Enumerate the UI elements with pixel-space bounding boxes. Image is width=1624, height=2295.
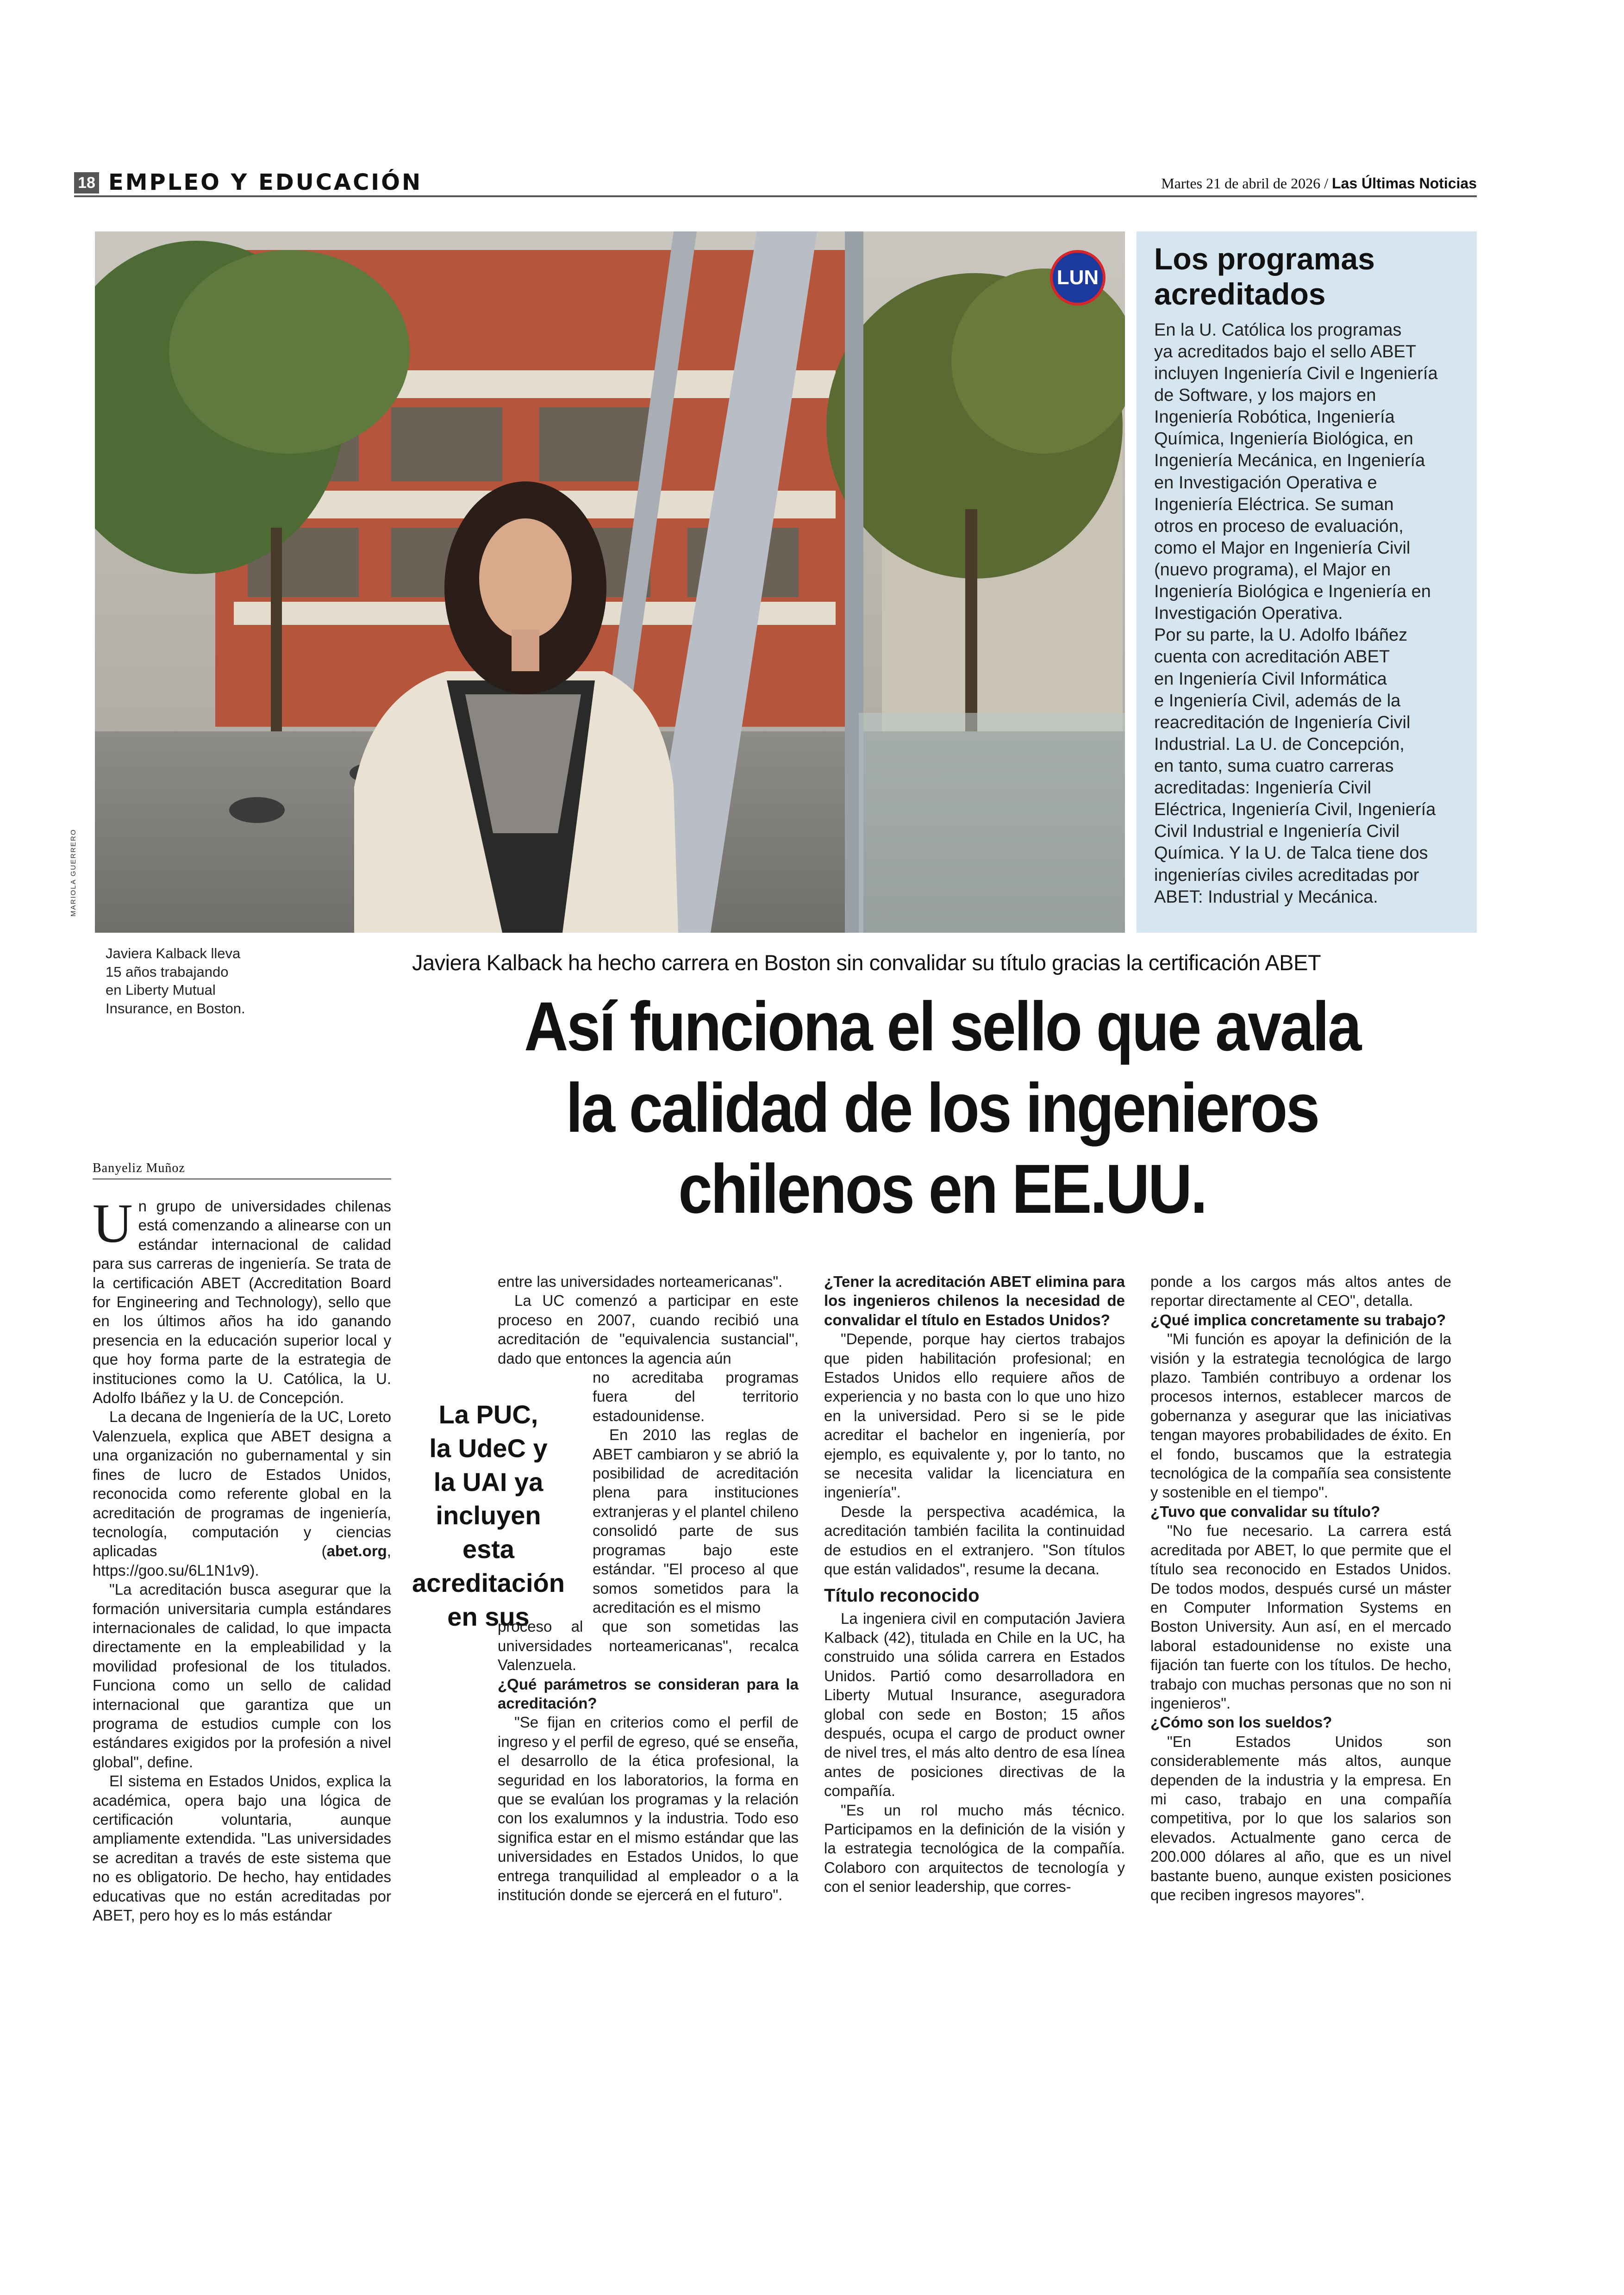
- page-header: [74, 169, 1477, 196]
- section-title: EMPLEO Y EDUCACIÓN: [108, 169, 423, 195]
- photo-credit: MARIOLA GUERRERO: [69, 829, 77, 917]
- paragraph: "Depende, porque hay ciertos trabajos que piden habilitación profesional; en Estados Unidos ello requiere años de experiencia y no basta con lo que uno hizo en la universidad. Pero si se le pide acreditar el bachelor en ingeniería, por ejemplo, es equivalente y, por lo tanto, no se necesita validar la licenciatura en ingeniería".: [824, 1330, 1125, 1501]
- headline-line-1: Así funciona el sello que avala: [524, 987, 1360, 1065]
- photo-illustration: [95, 231, 1125, 933]
- paragraph: [93, 1192, 391, 1407]
- article-headline: [472, 986, 1413, 1230]
- paragraph: Desde la perspectiva académica, la acreditación también facilita la continuidad de estudios en el extranjero. "Son títulos que están validados", resume la decana.: [824, 1503, 1125, 1578]
- issue-info: [1161, 175, 1477, 192]
- separator: /: [1324, 175, 1328, 192]
- column-1: [93, 1192, 391, 1925]
- header-rule: [74, 195, 1477, 197]
- interview-question: ¿Cómo son los sueldos?: [1150, 1714, 1332, 1731]
- pull-quote: La PUC, la UdeC y la UAI ya incluyen esta acreditación en sus: [412, 1400, 565, 1631]
- interview-question: ¿Qué parámetros se consideran para la acreditación?: [498, 1675, 799, 1712]
- photo-caption: Javiera Kalback lleva 15 años trabajando en Liberty Mutual Insurance, en Boston.: [106, 945, 245, 1017]
- interview-question: ¿Tener la acreditación ABET elimina para los ingenieros chilenos la necesidad de convalidar el título en Estados Unidos?: [824, 1273, 1125, 1328]
- interview-question: ¿Tuvo que convalidar su título?: [1150, 1503, 1380, 1520]
- subheading: Título reconocido: [824, 1585, 980, 1606]
- sidebar-text: En la U. Católica los programas ya acreditados bajo el sello ABET incluyen Ingeniería Civil e Ingeniería de Software, y los majors en Ingeniería Robótica, Ingeniería Química, Ingeniería Biológica, en Ingeniería Mecánica, en Ingeniería en Investigación Operativa e Ingeniería Eléctrica. Se suman otros en proceso de evaluación, como el Major en Ingeniería Civil (nuevo programa), el Major en Ingeniería Biológica e Ingeniería en Investigación Operativa. Por su parte, la U. Adolfo Ibáñez cuenta con acreditación ABET en Ingeniería Civil Informática e Ingeniería Civil, además de la reacreditación de Ingeniería Civil Industrial. La U. de Concepción, en tanto, suma cuatro carreras acreditadas: Ingeniería Civil Eléctrica, Ingeniería Civil, Ingeniería Civil Industrial e Ingeniería Civil Química. Y la U. de Talca tiene dos ingenierías civiles acreditadas por ABET: Industrial y Mecánica.: [1154, 320, 1438, 907]
- paragraph-text: La decana de Ingeniería de la UC, Loreto Valenzuela, explica que ABET designa a una organización no gubernamental y sin fines de lucro de Estados Unidos, reconocida como referente global en la acreditación de programas de ingeniería, tecnología, computación y ciencias aplicadas (: [93, 1408, 391, 1560]
- page-number: 18: [74, 172, 99, 193]
- paragraph: "La acreditación busca asegurar que la formación universitaria cumpla estándares internacionales de calidad, lo que impacta directamente en la empleabilidad y la movilidad profesional de los titulados. Funciona como un sello de calidad internacional que garantiza que un programa de estudios cumple con los estándares exigidos por la profesión a nivel global", define.: [93, 1581, 391, 1771]
- paragraph: En 2010 las reglas de ABET cambiaron y se abrió la posibilidad de acreditación plena para instituciones extranjeras y el plantel chileno consolidó parte de sus programas bajo este estándar. "El proceso al que somos sometidos para la acreditación es el mismo: [593, 1426, 799, 1616]
- issue-date: Martes 21 de abril de 2026: [1161, 175, 1321, 192]
- paragraph: La ingeniera civil en computación Javiera Kalback (42), titulada en Chile en la UC, ha construido una sólida carrera en Estados Unidos. Partió como desarrolladora en Liberty Mutual Insurance, aseguradora global con sede en Boston; 15 años después, ocupa el cargo de product owner de nivel tres, el más alto dentro de esa línea antes de posiciones directivas de la compañía.: [824, 1609, 1125, 1800]
- paragraph: "Es un rol mucho más técnico. Participamos en la definición de la visión y la estrategia tecnológica de la compañía. Colaboro con arquitectos de tecnología y con el senior leadership, que corres-: [824, 1801, 1125, 1896]
- paragraph-text: , https://goo.su/6L1N1v9).: [93, 1542, 391, 1579]
- paragraph: "En Estados Unidos son considerablemente más altos, aunque dependen de la industria y la empresa. En mi caso, trabajo en una compañía competitiva, por lo que los salarios son elevados. Actualmente gano cerca de 200.000 dólares al año, que es un nivel bastante bueno, aunque existen posiciones que reciben ingresos mayores".: [1150, 1733, 1451, 1903]
- paragraph: "Mi función es apoyar la definición de la visión y la estrategia tecnológica de largo plazo. También contribuyo a ordenar los procesos internos, establecer marcos de gobernanza y asegurar que las iniciativas tengan mayores probabilidades de éxito. En el fondo, buscamos que la estrategia tecnológica de la compañía sea consistente y sostenible en el tiempo".: [1150, 1330, 1451, 1501]
- column-3: [824, 1272, 1125, 1896]
- drop-cap: U: [93, 1192, 133, 1254]
- paragraph: El sistema en Estados Unidos, explica la académica, opera bajo una lógica de certificación voluntaria, aunque ampliamente extendida. "Las universidades se acreditan a través de este sistema que no es obligatorio. De hecho, hay entidades educativas que no están acreditadas por ABET, pero hoy es lo más estándar: [93, 1772, 391, 1924]
- article-photo: [95, 231, 1125, 933]
- sidebar-box: [1137, 231, 1477, 933]
- paragraph: entre las universidades norteamericanas".: [498, 1273, 783, 1290]
- paragraph-text: n grupo de universidades chilenas está comenzando a alinearse con un estándar internacional de calidad para sus carreras de ingeniería. Se trata de la certificación ABET (Accreditation Board for Engineering and Technology), sello que en los últimos años ha ido ganando presencia en la educación superior local y que hoy forma parte de la estrategia de instituciones como la U. Católica, la U. Adolfo Ibáñez y la U. de Concepción.: [93, 1197, 391, 1407]
- abet-link[interactable]: abet.org: [326, 1542, 387, 1560]
- headline-line-3: chilenos en EE.UU.: [678, 1150, 1206, 1228]
- sidebar-title: Los programas acreditados: [1154, 242, 1375, 311]
- paragraph: "Se fijan en criterios como el perfil de ingreso y el perfil de egreso, qué se enseña, el desarrollo de la ética profesional, la seguridad en los laboratorios, la forma en que se evalúan los programas y la relación con los exalumnos y la industria. Todo eso significa estar en el mismo estándar que las universidades en Estados Unidos, lo que entrega tranquilidad al empleador o a la institución donde se ejercerá en el futuro".: [498, 1714, 799, 1903]
- paragraph: [93, 1407, 391, 1580]
- paragraph: no acreditaba programas fuera del territorio estadounidense.: [593, 1369, 799, 1424]
- paragraph: ponde a los cargos más altos antes de reportar directamente al CEO", detalla.: [1150, 1273, 1451, 1310]
- interview-question: ¿Qué implica concretamente su trabajo?: [1150, 1311, 1446, 1328]
- paragraph: "No fue necesario. La carrera está acreditada por ABET, lo que permite que el título sea reconocido en Estados Unidos. De todos modos, después cursé un máster en Computer Information Systems en Boston University. Aun así, en el mercado laboral estadounidense no existe una fijación tan fuerte con los títulos. De hecho, trabajo con muchas personas que no son ni ingenieros".: [1150, 1522, 1451, 1712]
- headline-line-2: la calidad de los ingenieros: [566, 1068, 1318, 1147]
- byline: Banyeliz Muñoz: [93, 1161, 391, 1179]
- publication-name: Las Últimas Noticias: [1332, 175, 1477, 192]
- article-subtitle: Javiera Kalback ha hecho carrera en Boston sin convalidar su título gracias la certificación ABET: [412, 950, 1321, 975]
- paragraph: proceso al que son sometidas las universidades norteamericanas", recalca Valenzuela.: [498, 1618, 799, 1674]
- paragraph: La UC comenzó a participar en este proceso en 2007, cuando recibió una acreditación de "equivalencia sustancial", dado que entonces la agencia aún: [498, 1292, 799, 1367]
- column-2: [498, 1272, 799, 1904]
- column-4: [1150, 1272, 1451, 1904]
- lun-logo: LUN: [1050, 250, 1106, 306]
